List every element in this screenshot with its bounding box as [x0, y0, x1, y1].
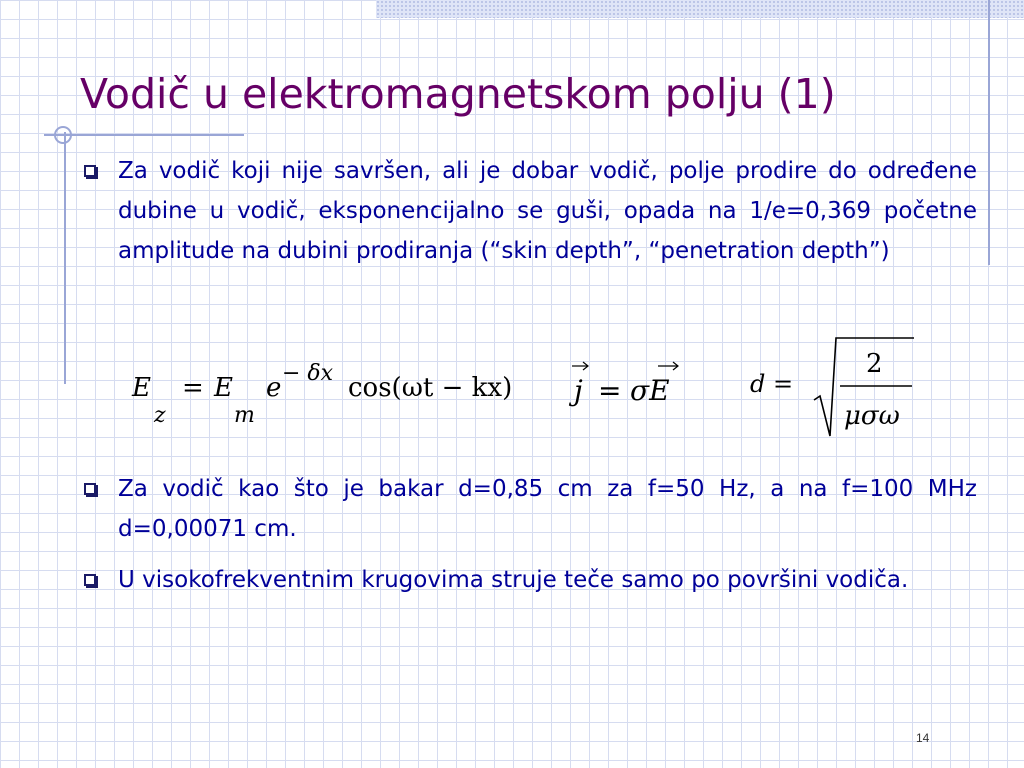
skin-depth-svg — [748, 336, 928, 440]
eq-cosine: cos(ωt − kx) — [348, 373, 513, 403]
vector-arrow-icon — [572, 362, 588, 370]
eq-denominator: μσω — [844, 401, 900, 431]
ohm-equation-svg — [568, 358, 688, 418]
hollow-square-bullet-icon — [84, 165, 96, 177]
eq-equals: = — [182, 373, 204, 403]
eq-amplitude-subscript: m — [234, 403, 255, 428]
eq-lhs-subscript: z — [154, 403, 166, 428]
top-decorative-band — [376, 0, 1024, 18]
slide-title: Vodič u elektromagnetskom polju (1) — [80, 70, 836, 118]
eq-amplitude: E — [214, 373, 233, 403]
field-attenuation-equation — [130, 360, 540, 430]
field-equation-svg — [130, 360, 540, 430]
eq-numerator: 2 — [866, 349, 883, 379]
skin-depth-equation — [748, 336, 928, 440]
eq-sigma-e: σE — [630, 374, 670, 407]
title-underline — [44, 134, 244, 136]
hollow-square-bullet-icon — [84, 574, 96, 586]
bullet-item — [80, 469, 977, 549]
eq-exp-base: e — [266, 373, 282, 403]
corner-circle-ornament — [54, 126, 72, 144]
eq-equals: = — [598, 374, 622, 407]
hollow-square-bullet-icon — [84, 483, 96, 495]
ohm-law-equation — [568, 358, 688, 418]
vector-arrow-icon — [658, 362, 678, 370]
page-number: 14 — [916, 731, 930, 745]
bullet-item — [80, 560, 977, 600]
bullet-text: Za vodič kao što je bakar d=0,85 cm za f=50 Hz, a na f=100 MHz d=0,00071 cm. — [118, 476, 977, 542]
bullet-text: Za vodič koji nije savršen, ali je dobar vodič, polje prodire do određene dubine u vodič, eksponencijalno se guši, opada na 1/e=0,369 početne amplitude na dubini prodiranja (“skin depth”, “penetration depth”) — [118, 158, 977, 264]
eq-lhs: E — [132, 373, 151, 403]
eq-d-lhs: d = — [750, 370, 794, 398]
right-decorative-line — [988, 0, 990, 265]
eq-current-density: j — [574, 374, 583, 407]
left-decorative-line — [64, 132, 66, 384]
bullet-text: U visokofrekventnim krugovima struje teče samo po površini vodiča. — [118, 567, 909, 593]
bullet-item — [80, 151, 977, 271]
eq-exponent: − δx — [282, 361, 334, 386]
